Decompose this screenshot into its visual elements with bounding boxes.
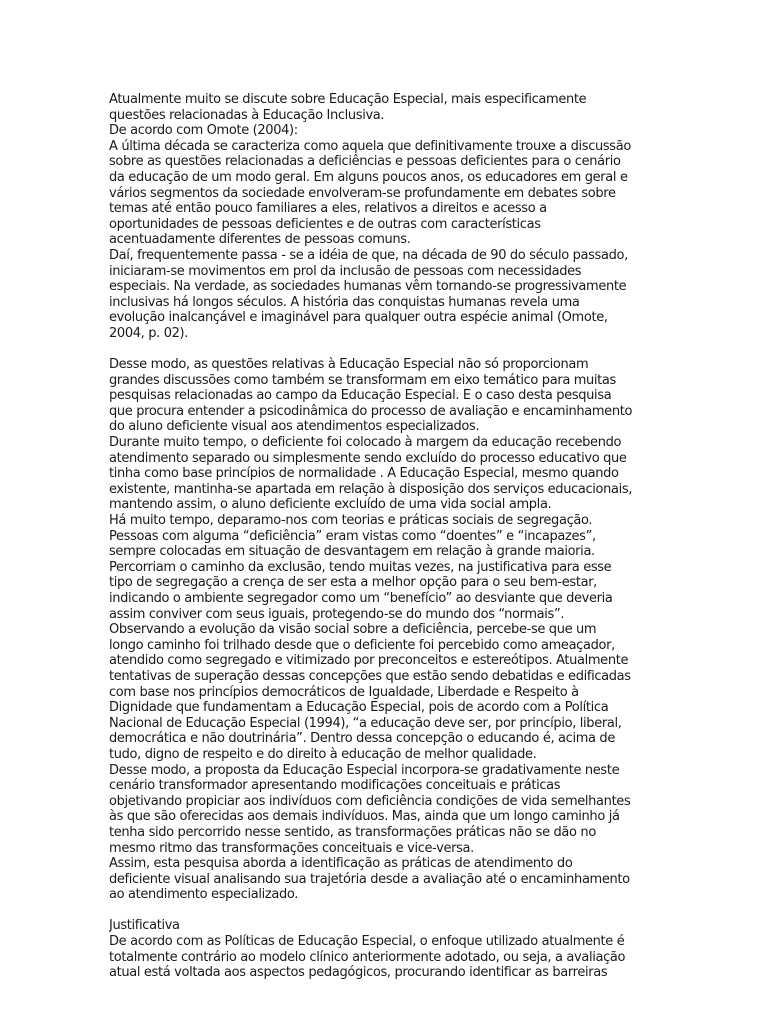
body-line: cenário transformador apresentando modificações conceituais e práticas — [109, 778, 561, 794]
justificativa-line: totalmente contrário ao modelo clínico anteriormente adotado, ou seja, a avaliação — [109, 949, 626, 965]
justificativa-section — [109, 934, 669, 981]
body-line: Percorriam o caminho da exclusão, tendo muitas vezes, na justificativa para esse — [109, 559, 612, 575]
body-line: atendimento separado ou simplesmente sendo excluído do processo educativo que — [109, 450, 627, 466]
body-line: Observando a evolução da visão social sobre a deficiência, percebe-se que um — [109, 622, 597, 638]
body-line: Pessoas com alguma “deficiência” eram vistas como “doentes” e “incapazes”, — [109, 528, 596, 544]
body-line: tudo, digno de respeito e do direito à educação de melhor qualidade. — [109, 746, 537, 762]
body-line: tipo de segregação a crença de ser esta a melhor opção para o seu bem-estar, — [109, 575, 597, 591]
body-line: deficiente visual analisando sua trajetória desde a avaliação até o encaminhamento — [109, 871, 630, 887]
body-line: Desse modo, as questões relativas à Educação Especial não só proporcionam — [109, 357, 589, 373]
body-line: Desse modo, a proposta da Educação Especial incorpora-se gradativamente neste — [109, 762, 620, 778]
body-line: grandes discussões como também se transformam em eixo temático para muitas — [109, 372, 616, 388]
intro-line: acentuadamente diferentes de pessoas comuns. — [109, 232, 411, 248]
intro-line: Atualmente muito se discute sobre Educação Especial, mais especificamente — [109, 92, 587, 107]
body-line: tenha sido percorrido nesse sentido, as transformações práticas não se dão no — [109, 824, 596, 840]
body-line: que procura entender a psicodinâmica do processo de avaliação e encaminhamento — [109, 403, 633, 419]
paragraph-gap — [109, 342, 669, 358]
intro-line: sobre as questões relacionadas a deficiências e pessoas deficientes para o cenário — [109, 154, 621, 170]
body-line: Há muito tempo, deparamo-nos com teorias e práticas sociais de segregação. — [109, 513, 593, 529]
body-line: com base nos princípios democráticos de Igualdade, Liberdade e Respeito à — [109, 684, 579, 700]
intro-line: De acordo com Omote (2004): — [109, 123, 298, 139]
body-line: assim conviver com seus iguais, protegendo-se do mundo dos “normais”. — [109, 606, 565, 622]
body-section — [109, 357, 669, 903]
intro-line: Daí, frequentemente passa - se a idéia de que, na década de 90 do século passado, — [109, 247, 628, 263]
intro-line: especiais. Na verdade, as sociedades humanas vêm tornando-se progressivamente — [109, 279, 627, 295]
body-line: Durante muito tempo, o deficiente foi colocado à margem da educação recebendo — [109, 435, 622, 451]
body-line: tentativas de superação dessas concepções que estão sendo debatidas e edificadas — [109, 668, 631, 684]
body-line: sempre colocadas em situação de desvantagem em relação à grande maioria. — [109, 544, 595, 560]
document-page — [109, 92, 669, 981]
intro-line: A última década se caracteriza como aquela que definitivamente trouxe a discussão — [109, 138, 631, 154]
section-heading-justificativa: Justificativa — [109, 918, 180, 934]
justificativa-line: De acordo com as Políticas de Educação Especial, o enfoque utilizado atualmente é — [109, 934, 625, 950]
body-line: mantendo assim, o aluno deficiente excluído de uma vida social ampla. — [109, 497, 552, 513]
body-line: ao atendimento especializado. — [109, 887, 299, 903]
body-line: longo caminho foi trilhado desde que o deficiente foi percebido como ameaçador, — [109, 637, 615, 653]
justificativa-line: atual está voltada aos aspectos pedagógicos, procurando identificar as barreiras — [109, 965, 608, 981]
intro-line: inclusivas há longos séculos. A história das conquistas humanas revela uma — [109, 294, 580, 310]
intro-line: vários segmentos da sociedade envolveram-se profundamente em debates sobre — [109, 185, 616, 201]
body-line: do aluno deficiente visual aos atendimentos especializados. — [109, 419, 480, 435]
intro-line: oportunidades de pessoas deficientes e de outras com características — [109, 216, 541, 232]
body-line: mesmo ritmo das transformações conceituais e vice-versa. — [109, 840, 474, 856]
intro-line: iniciaram-se movimentos em prol da inclusão de pessoas com necessidades — [109, 263, 582, 279]
intro-line: temas até então pouco familiares a eles, relativos a direitos e acesso a — [109, 201, 547, 217]
body-line: Assim, esta pesquisa aborda a identificação as práticas de atendimento do — [109, 856, 573, 872]
intro-line: 2004, p. 02). — [109, 325, 189, 341]
body-line: indicando o ambiente segregador como um “benefício” ao desviante que deveria — [109, 591, 613, 606]
intro-line: questões relacionadas à Educação Inclusiva. — [109, 107, 385, 123]
body-line: existente, mantinha-se apartada em relação à disposição dos serviços educacionais, — [109, 481, 633, 497]
intro-line: da educação de um modo geral. Em alguns poucos anos, os educadores em geral e — [109, 169, 628, 185]
body-line: às que são oferecidas aos demais indivíduos. Mas, ainda que um longo caminho já — [109, 809, 620, 825]
intro-section — [109, 92, 669, 342]
body-line: atendido como segregado e vitimizado por preconceitos e estereótipos. Atualmente — [109, 653, 629, 669]
body-line: tinha como base princípios de normalidade . A Educação Especial, mesmo quando — [109, 466, 619, 482]
body-line: Nacional de Educação Especial (1994), “a educação deve ser, por princípio, liberal, — [109, 715, 622, 731]
body-line: Dignidade que fundamentam a Educação Especial, pois de acordo com a Política — [109, 700, 609, 716]
intro-line: evolução inalcançável e imaginável para qualquer outra espécie animal (Omote, — [109, 310, 608, 326]
body-line: democrática e não doutrinária”. Dentro dessa concepção o educando é, acima de — [109, 731, 615, 747]
paragraph-gap — [109, 903, 669, 919]
body-line: objetivando propiciar aos indivíduos com deficiência condições de vida semelhantes — [109, 793, 631, 809]
body-line: pesquisas relacionadas ao campo da Educação Especial. É o caso desta pesquisa — [109, 388, 612, 404]
